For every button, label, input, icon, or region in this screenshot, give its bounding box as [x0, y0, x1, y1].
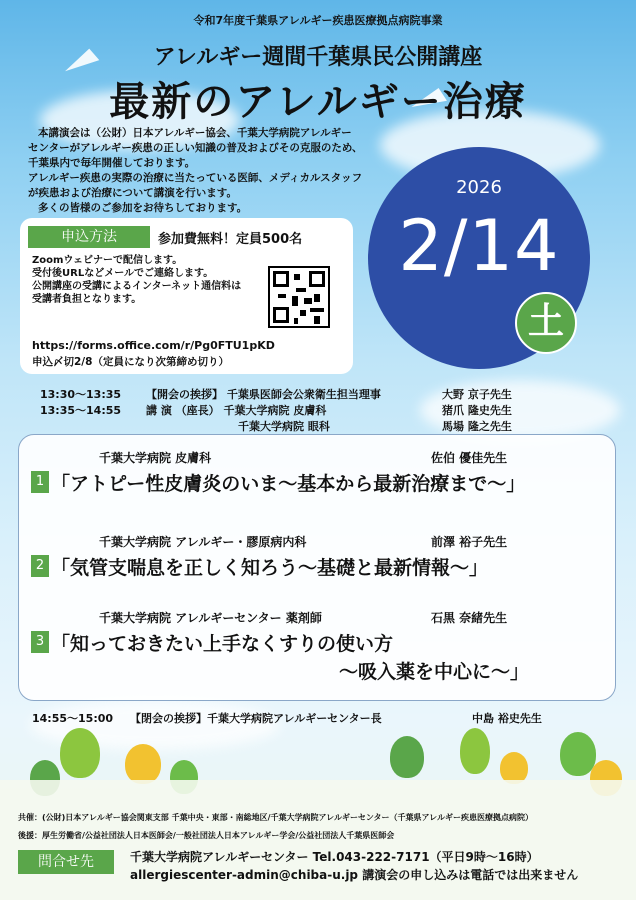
application-url-link[interactable]: https://forms.office.com/r/Pg0FTU1pKD — [32, 339, 275, 352]
intro-line: 本講演会は（公財）日本アレルギー協会、千葉大学病院アレルギー — [38, 127, 352, 139]
lecture-speaker: 前澤 裕子先生 — [431, 535, 508, 549]
lecture-affiliation: 千葉大学病院 アレルギーセンター 薬剤師 — [99, 611, 322, 625]
lecture-affiliation: 千葉大学病院 アレルギー・膠原病内科 — [99, 535, 307, 549]
application-tag: 申込方法 — [28, 226, 150, 248]
event-subtitle: アレルギー週間千葉県民公開講座 — [153, 45, 483, 70]
lecture-affiliation: 千葉大学病院 皮膚科 — [99, 451, 212, 465]
schedule-speaker: 猪爪 隆史先生 — [442, 404, 512, 417]
application-details — [32, 254, 241, 306]
schedule-speaker: 馬場 隆之先生 — [442, 420, 512, 433]
contact-phone: 千葉大学病院アレルギーセンター Tel.043-222-7171（平日9時～16時） — [130, 850, 539, 864]
tree-decoration — [60, 728, 100, 778]
schedule-item: 講 演 （座長） 千葉大学病院 皮膚科 — [146, 404, 327, 417]
organizer-line: 令和7年度千葉県アレルギー疾患医療拠点病院事業 — [193, 14, 443, 27]
lecture-title-continued: ～吸入薬を中心に～」 — [339, 661, 530, 683]
application-line: 公開講座の受講によるインターネット通信料は — [32, 281, 242, 292]
event-title: 最新のアレルギー治療 — [109, 79, 527, 125]
lecture-number: 3 — [31, 631, 49, 653]
event-weekday: 土 — [515, 292, 577, 354]
lecture-number: 1 — [31, 471, 49, 493]
event-year: 2026 — [456, 177, 502, 198]
qr-code-icon[interactable] — [268, 266, 330, 328]
schedule-time: 13:30～13:35 — [40, 388, 122, 401]
intro-line: 多くの皆様のご参加をお待ちしております。 — [38, 202, 248, 214]
schedule-item: 千葉大学病院 眼科 — [238, 420, 330, 433]
intro-text — [28, 126, 408, 216]
support-line: 後援：厚生労働省/公益社団法人日本医師会/一般社団法人日本アレルギー学会/公益社団法人千葉県医師会 — [18, 831, 395, 840]
event-date: 2/14 — [398, 205, 560, 287]
contact-email[interactable]: allergiescenter-admin@chiba-u.jp 講演会の申し込みは電話では出来ません — [130, 868, 579, 882]
schedule-speaker: 大野 京子先生 — [442, 388, 512, 401]
application-line: Zoomウェビナーで配信します。 — [32, 255, 183, 266]
contact-tag: 問合せ先 — [18, 850, 114, 874]
tree-decoration — [460, 728, 490, 774]
closing-time: 14:55～15:00 — [32, 712, 114, 725]
intro-line: センターがアレルギー疾患の正しい知識の普及およびその克服のため、 — [28, 142, 363, 154]
lecture-title: 「アトピー性皮膚炎のいま～基本から最新治療まで～」 — [51, 473, 526, 495]
lecture-title: 「知っておきたい上手なくすりの使い方 — [51, 633, 394, 655]
lecture-list — [18, 434, 616, 701]
tree-decoration — [125, 744, 161, 784]
lecture-speaker: 石黒 奈緒先生 — [431, 611, 508, 625]
intro-line: アレルギー疾患の実際の治療に当たっている医師、メディカルスタッフ — [28, 172, 363, 184]
application-line: 受講者負担となります。 — [32, 294, 142, 305]
intro-line: が疾患および治療について講演を行います。 — [28, 187, 237, 199]
application-fee: 参加費無料！定員500名 — [158, 232, 303, 247]
schedule-item: 【開会の挨拶】 千葉県医師会公衆衛生担当理事 — [146, 388, 381, 401]
application-line: 受付後URLなどメールでご連絡します。 — [32, 268, 214, 279]
closing-item: 【閉会の挨拶】千葉大学病院アレルギーセンター長 — [130, 712, 382, 725]
closing-speaker: 中島 裕史先生 — [472, 712, 542, 725]
schedule-time: 13:35～14:55 — [40, 404, 122, 417]
tree-decoration — [390, 736, 424, 778]
lecture-speaker: 佐伯 優佳先生 — [431, 451, 508, 465]
application-deadline: 申込〆切2/8（定員になり次第締め切り） — [32, 356, 229, 368]
intro-line: 千葉県内で毎年開催しております。 — [28, 157, 196, 169]
lecture-number: 2 — [31, 555, 49, 577]
lecture-title: 「気管支喘息を正しく知ろう～基礎と最新情報～」 — [51, 557, 489, 579]
cohost-line: 共催：(公財)日本アレルギー協会関東支部 千葉中央・東部・南総地区/千葉大学病院アレルギーセンター（千葉県アレルギー疾患医療拠点病院） — [18, 813, 533, 822]
application-box — [20, 218, 353, 374]
